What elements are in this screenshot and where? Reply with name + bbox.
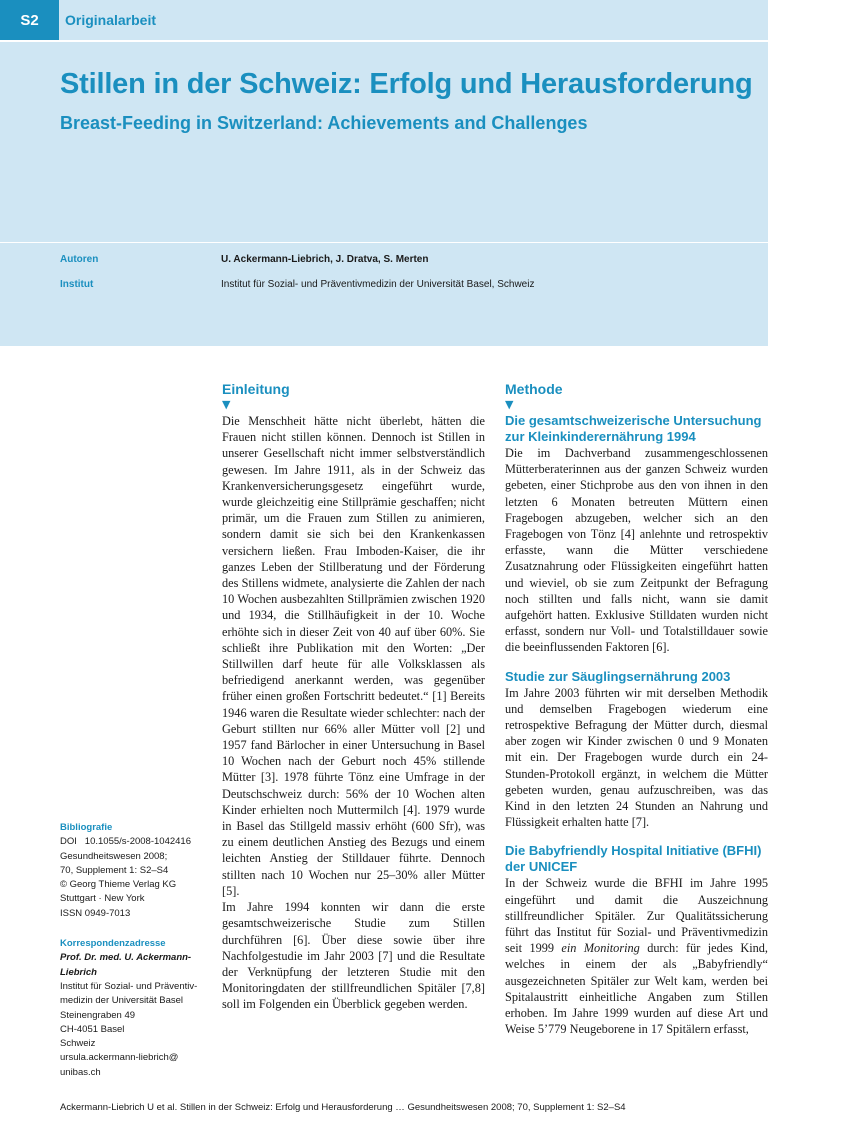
authors-label: Autoren — [60, 254, 99, 265]
column-methods — [505, 380, 768, 1038]
methods-paragraph-3-part-b: durch: für jedes Kind, welches in einem der als „Babyfriendly“ ausgezeichneten Spitäler zur Welt kam, werden bei Spitalaustritt einheitliche Angaben zum Stillen erhoben. Im Jahre 1999 wurden auf diese Art und Weise 5’779 Neugeborene in 17 Spitälern erfasst, — [505, 941, 769, 1037]
address-line: Schweiz — [60, 1038, 96, 1050]
title-divider — [0, 242, 768, 243]
address-line: medizin der Universität Basel — [60, 995, 184, 1007]
subheading-survey-1994: Die gesamtschweizerische Untersuchung zur Kleinkinderernährung 1994 — [505, 413, 762, 444]
bibliography-line: Stuttgart · New York — [60, 893, 145, 905]
article-title-english: Breast-Feeding in Switzerland: Achievements and Challenges — [60, 113, 588, 133]
column-introduction — [222, 380, 485, 1013]
heading-methods: Methode — [505, 381, 563, 397]
article-title-german: Stillen in der Schweiz: Erfolg und Herausforderung — [60, 68, 753, 100]
methods-paragraph-3 — [505, 875, 768, 1037]
header-divider — [0, 40, 768, 42]
bibliography-label: Bibliografie — [60, 822, 113, 833]
bibliography-doi[interactable]: DOI 10.1055/s-2008-1042416 — [60, 836, 191, 848]
institute: Institut für Sozial- und Präventivmedizin der Universität Basel, Schweiz — [221, 279, 535, 290]
correspondence-name-cont: Liebrich — [60, 966, 97, 978]
section-label: Originalarbeit — [65, 12, 157, 28]
email-line-cont[interactable]: unibas.ch — [60, 1066, 101, 1078]
bibliography-line: Gesundheitswesen 2008; — [60, 850, 168, 862]
email-line[interactable]: ursula.ackermann-liebrich@ — [60, 1052, 179, 1064]
bibliography-line: © Georg Thieme Verlag KG — [60, 879, 177, 891]
methods-paragraph-3-emphasis: ein Monitoring — [561, 941, 640, 956]
address-line: Steinengraben 49 — [60, 1009, 136, 1021]
subheading-study-2003: Studie zur Säuglingsernährung 2003 — [505, 668, 731, 684]
page-number: S2 — [0, 0, 59, 40]
intro-paragraph-1: Die Menschheit hätte nicht überlebt, hätten die Frauen nicht stillen können. Dennoch ist Stillen in unserer Gesellschaft nicht immer selbstverständlich gewesen. Im Jahre 1911, als in der Schweiz das Krankenversicherungsgesetz eingeführt wurde, wurde gleichzeitig eine Stillprämie geschaffen; nicht primär, um die Frauen zum Stillen zu animieren, sondern damit sie sich bei den Krankenkassen versichern ließen. Frau Imboden-Kaiser, die ihr ganzes Leben der Stillberatung und der Förderung des Stillens widmete, analysierte die Zahlen der nach 10 Wochen ausbezahlten Stillprämien zwischen 1920 und 1934, die Stillhäufigkeit in der 10. Woche erhöhte sich in dieser Zeit von 40 auf über 60%. Sie schließt ihre Publikation mit den Worten: „Der Stillwillen darf heute für alle Volksklassen als befriedigend anerkannt werden, was gegenüber früher einen großen Fortschritt bedeutet.“ [1] Bereits 1946 waren die Resultate wieder schlechter: nach der Geburt stillten nur 66% aller Mütter voll [2] und 1957 fand Bärlocher in einer Untersuchung in Basel 10 Wochen nach der Geburt noch 45% stillende Mütter [3]. 1978 führte Tönz eine Umfrage in der Deutschschweiz durch: 56% der 10 Wochen alten Kinder erhielten noch Muttermilch [4]. 1979 wurde in Basel das Stillgeld massiv erhöht (600 Sfr), was zu einem deutlichen Anstieg des Bezugs und einem leichten Anstieg der Stilldauer führte. Dennoch stillten nach 10 Wochen nur 25–30% aller Mütter [5]. — [222, 414, 485, 898]
methods-paragraph-2: Im Jahre 2003 führten wir mit derselben Methodik und demselben Fragebogen wiederum eine retrospektive Befragung der Mütter durch, diesmal aber zogen wir Kinder zwischen 0 und 9 Monaten mit ein. Der Fragebogen wurde durch ein 24-Stunden-Protokoll ergänzt, in welchem die Mütter gebeten wurden, genau aufzuschreiben, was das Kind in den letzten 24 Stunden an Nahrung und Flüssigkeit erhalten hatte [7]. — [505, 685, 768, 830]
methods-paragraph-1: Die im Dachverband zusammengeschlossenen Mütterberaterinnen aus der ganzen Schweiz wurden gebeten, einer Stichprobe aus den von ihnen in den letzten 6 Monaten betreuten Müttern einen Fragebogen abzugeben, welcher sich an den Fragebogen von Tönz [4] anlehnte und retrospektiv erfasste, wann die Mütter verschiedene Zusatznahrung oder Flüssigkeiten eingeführt hatten und wieviel, ob sie zum Zeitpunkt der Befragung noch stillten und falls nicht, wann sie damit aufgehört hatten. Exklusive Stilldaten wurden nicht erfasst, sondern nur Voll- und Totalstilldauer sowie die beeinflussenden Faktoren [6]. — [505, 446, 768, 655]
subheading-bfhi: Die Babyfriendly Hospital Initiative (BFHI) der UNICEF — [505, 843, 762, 875]
authors: U. Ackermann-Liebrich, J. Dratva, S. Merten — [221, 254, 429, 265]
header-band — [0, 0, 768, 346]
institute-label: Institut — [60, 279, 94, 290]
methods-paragraph-3-part-a: In der Schweiz wurde die BFHI im Jahre 1995 eingeführt und damit die Auszeichnung stillfreundlicher Spitäler. Zur Qualitätssicherung führt das Institut für Sozial- und Präventivmedizin seit 1999 — [505, 876, 768, 956]
bibliography-line: ISSN 0949-7013 — [60, 907, 131, 919]
address-line: CH-4051 Basel — [60, 1023, 125, 1035]
correspondence-label: Korrespondenzadresse — [60, 938, 166, 950]
heading-introduction: Einleitung — [222, 381, 290, 397]
bibliography-line: 70, Supplement 1: S2–S4 — [60, 864, 169, 876]
arrow-down-icon: ▼ — [505, 398, 514, 411]
intro-paragraph-2: Im Jahre 1994 konnten wir dann die erste gesamtschweizerische Studie zum Stillen durchführen [6]. Über diese sowie über ihre Nachfolgestudie im Jahr 2003 [7] und die Resultate der Verknüpfung der letzteren Studie mit den Monitoringdaten der stillfreundlichen Spitäler [7,8] soll im Folgenden ein Überblick gegeben werden. — [222, 900, 485, 1012]
sidebar — [60, 821, 210, 1080]
address-line: Institut für Sozial- und Präventiv- — [60, 980, 198, 992]
arrow-down-icon: ▼ — [222, 398, 231, 411]
correspondence-name: Prof. Dr. med. U. Ackermann- — [60, 952, 192, 964]
footer-citation: Ackermann-Liebrich U et al. Stillen in der Schweiz: Erfolg und Herausforderung … Gesundheitswesen 2008; 70, Supplement 1: S2–S4 — [60, 1102, 626, 1113]
